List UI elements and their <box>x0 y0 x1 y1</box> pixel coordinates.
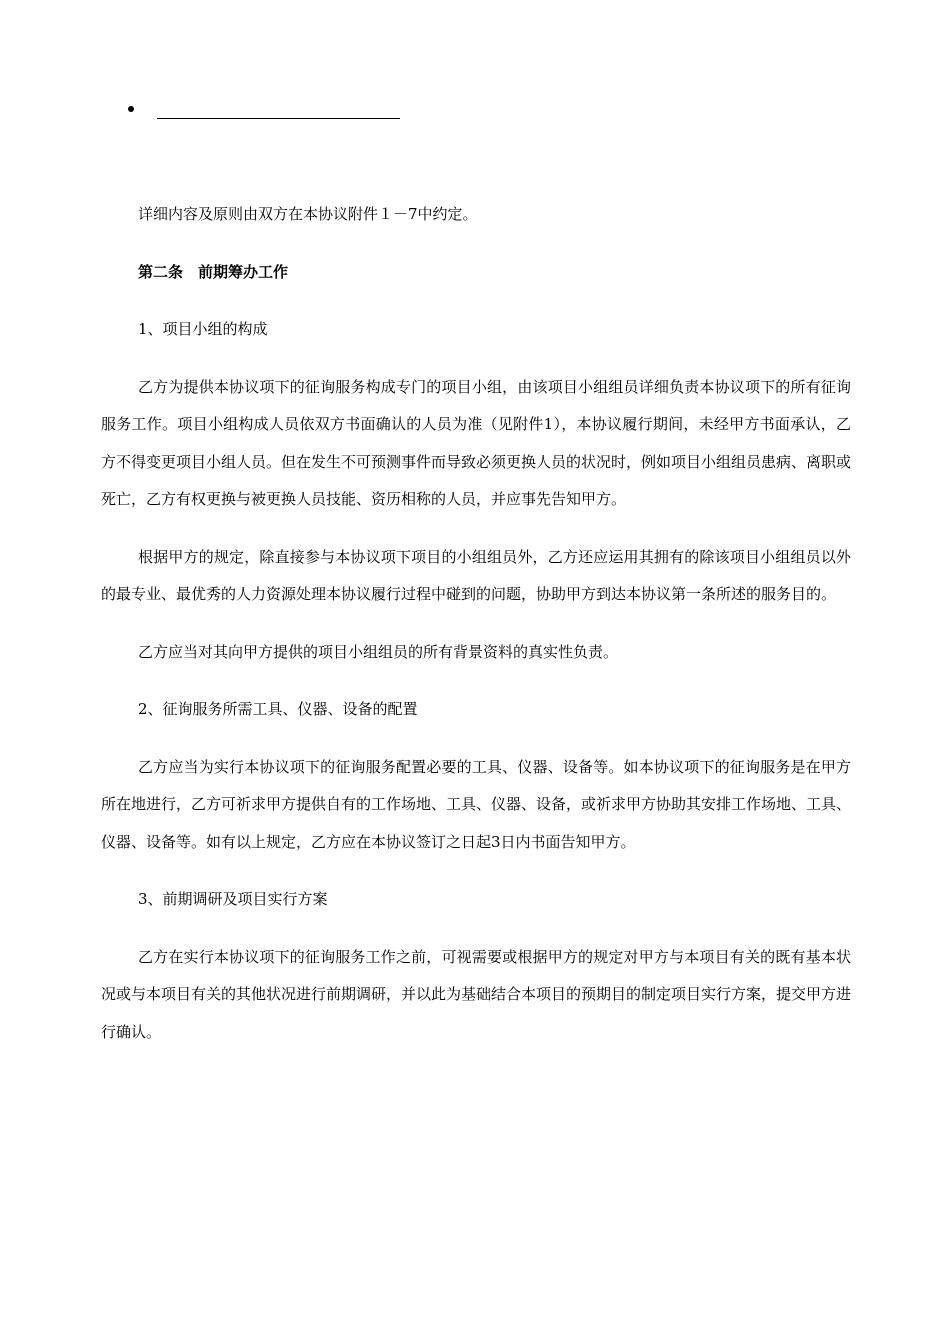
section-3-heading: 3、前期调研及项目实行方案 <box>138 890 328 908</box>
document-body <box>101 196 851 1051</box>
paragraph-detail: 详细内容及原则由双方在本协议附件１－7中约定。 <box>138 205 478 223</box>
paragraph-gap <box>101 919 851 939</box>
paragraph-gap <box>101 234 851 254</box>
paragraph-gap <box>101 519 851 539</box>
paragraph-project-team: 乙方为提供本协议项下的征询服务构成专门的项目小组，由该项目小组组员详细负责本协议项下的所有征询服务工作。项目小组构成人员依双方书面确认的人员为准（见附件1），本协议履行期间，未经甲方书面承认，乙方不得变更项目小组人员。但在发生不可预测事件而导致必须更换人员的状况时，例如项目小组组员患病、离职或死亡，乙方有权更换与被更换人员技能、资历相称的人员，并应事先告知甲方。 <box>101 377 852 508</box>
paragraph-human-resources: 根据甲方的规定，除直接参与本协议项下项目的小组组员外，乙方还应运用其拥有的除该项目小组组员以外的最专业、最优秀的人力资源处理本协议履行过程中碰到的问题，协助甲方到达本协议第一条所述的服务目的。 <box>101 547 851 603</box>
blank-underline <box>157 118 400 119</box>
paragraph-tools: 乙方应当为实行本协议项下的征询服务配置必要的工具、仪器、设备等。如本协议项下的征询服务是在甲方所在地进行，乙方可祈求甲方提供自有的工作场地、工具、仪器、设备，或祈求甲方协助其安排工作场地、工具、仪器、设备等。如有以上规定，乙方应在本协议签订之日起3日内书面告知甲方。 <box>101 757 852 851</box>
paragraph-research: 乙方在实行本协议项下的征询服务工作之前，可视需要或根据甲方的规定对甲方与本项目有关的既有基本状况或与本项目有关的其他状况进行前期调研，并以此为基础结合本项目的预期目的制定项目实行方案，提交甲方进行确认。 <box>101 947 852 1041</box>
section-2-heading: 2、征询服务所需工具、仪器、设备的配置 <box>138 700 418 718</box>
paragraph-gap <box>101 349 851 369</box>
paragraph-authenticity: 乙方应当对其向甲方提供的项目小组组员的所有背景资料的真实性负责。 <box>138 642 619 661</box>
paragraph-gap <box>101 861 851 881</box>
bullet-icon <box>128 106 134 112</box>
section-1-heading: 1、项目小组的构成 <box>138 320 268 338</box>
bullet-list-item <box>128 100 408 124</box>
paragraph-gap <box>101 671 851 691</box>
paragraph-gap <box>101 291 851 311</box>
paragraph-gap <box>101 614 851 634</box>
paragraph-gap <box>101 729 851 749</box>
article-2-heading: 第二条 前期筹办工作 <box>138 262 289 281</box>
